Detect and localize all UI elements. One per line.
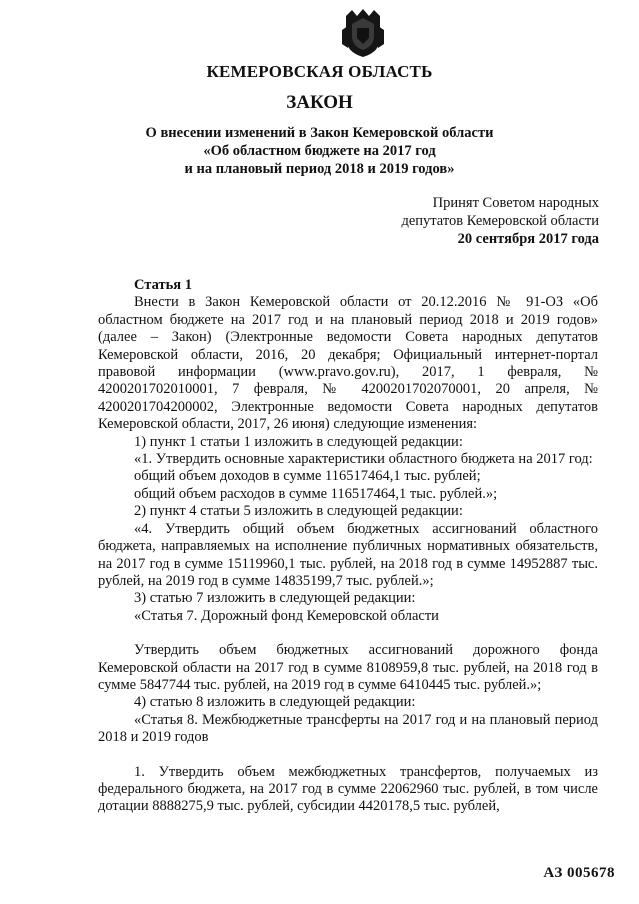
- body-paragraph: «4. Утвердить общий объем бюджетных ассигнований областного бюджета, направляемых на исполнение публичных нормативных обязательств, на 2017 год в сумме 15119960,1 тыс. рублей, на 2018 год в сумме 14952887 тыс. рублей, на 2019 год в сумме 14835199,7 тыс. рублей.»;: [98, 520, 598, 589]
- body-paragraph: Внести в Закон Кемеровской области от 20.12.2016 № 91-ОЗ «Об областном бюджете на 2017 год и на плановый период 2018 и 2019 годов» (далее – Закон) (Электронные ведомости Совета народных депутатов Кемеровской области, 2016, 20 декабря; Официальный интернет-портал правовой информации (www.pravo.gov.ru), 2017, 1 февраля, № 4200201702010001, 7 февраля, № 4200201702070001, 20 апреля, № 4200201704200002, Электронные ведомости Совета народных депутатов Кемеровской области, 2017, 26 июня) следующие изменения:: [98, 294, 598, 433]
- body-paragraph: 1. Утвердить объем межбюджетных трансфертов, получаемых из федерального бюджета, на 2017 год в сумме 22062960 тыс. рублей, в том числе дотации 8888275,9 тыс. рублей, субсидии 4420178,5 тыс. рублей,: [98, 763, 598, 815]
- law-body: [98, 277, 598, 816]
- body-paragraph: 4) статью 8 изложить в следующей редакции:: [134, 694, 416, 711]
- body-paragraph: 2) пункт 4 статьи 5 изложить в следующей редакции:: [134, 503, 463, 520]
- body-paragraph: 1) пункт 1 статьи 1 изложить в следующей редакции:: [134, 433, 463, 450]
- adoption-line: депутатов Кемеровской области: [401, 213, 599, 229]
- law-subtitle: [0, 124, 639, 178]
- subtitle-line: «Об областном бюджете на 2017 год: [203, 143, 436, 159]
- coat-of-arms-emblem: [340, 8, 386, 58]
- subtitle-line: и на плановый период 2018 и 2019 годов»: [184, 161, 455, 177]
- body-paragraph: 3) статью 7 изложить в следующей редакции:: [134, 590, 416, 607]
- region-title: КЕМЕРОВСКАЯ ОБЛАСТЬ: [206, 62, 433, 81]
- adoption-date: 20 сентября 2017 года: [457, 231, 599, 247]
- body-paragraph: «Статья 7. Дорожный фонд Кемеровской области: [134, 607, 439, 624]
- adoption-line: Принят Советом народных: [432, 195, 599, 211]
- serial-stamp: АЗ 005678: [543, 865, 615, 881]
- document-type-title: ЗАКОН: [286, 92, 353, 113]
- subtitle-line: О внесении изменений в Закон Кемеровской области: [145, 125, 494, 141]
- body-paragraph: общий объем расходов в сумме 116517464,1 тыс. рублей.»;: [134, 485, 498, 502]
- body-paragraph: общий объем доходов в сумме 116517464,1 тыс. рублей;: [134, 468, 481, 485]
- adoption-block: [401, 194, 599, 248]
- body-paragraph: «Статья 8. Межбюджетные трансферты на 2017 год и на плановый период 2018 и 2019 годов: [98, 711, 598, 746]
- article-heading: Статья 1: [134, 277, 192, 293]
- body-paragraph: «1. Утвердить основные характеристики областного бюджета на 2017 год:: [134, 451, 593, 468]
- body-paragraph: Утвердить объем бюджетных ассигнований дорожного фонда Кемеровской области на 2017 год в сумме 8108959,8 тыс. рублей, на 2018 год в сумме 5847744 тыс. рублей, на 2019 год в сумме 6410445 тыс. рублей.»;: [98, 642, 598, 693]
